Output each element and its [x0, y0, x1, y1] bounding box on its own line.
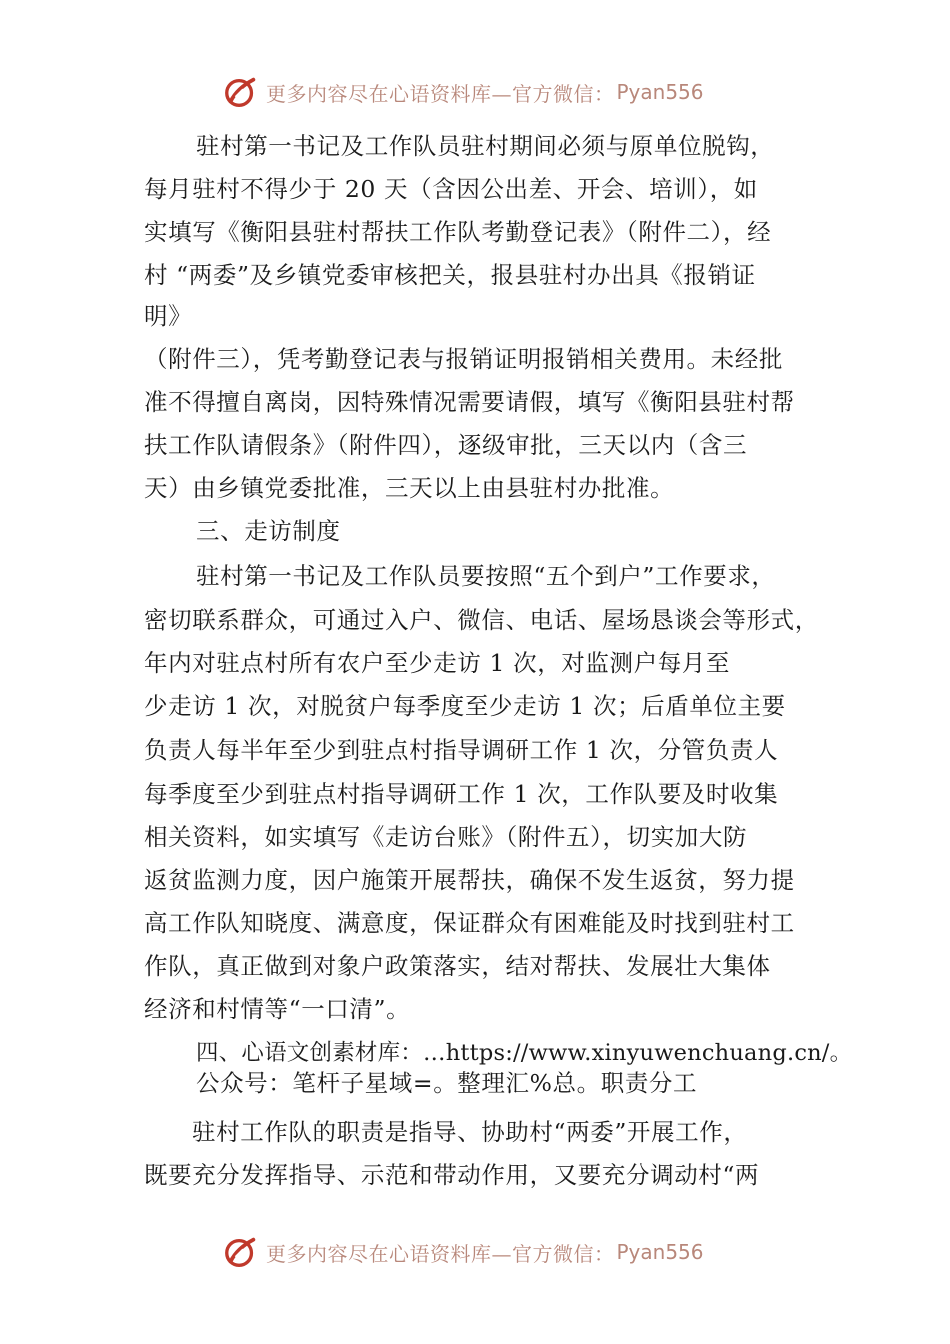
paragraph-line: 高工作队知晓度、满意度，保证群众有困难能及时找到驻村工 — [144, 909, 795, 937]
watermark-text: 更多内容尽在心语资料库—官方微信： — [266, 81, 615, 106]
paragraph-line: 驻村工作队的职责是指导、协助村“两委”开展工作， — [192, 1118, 748, 1146]
paragraph-line: 年内对驻点村所有农户至少走访 1 次，对监测户每月至 — [144, 649, 730, 677]
section-heading: 四、心语文创素材库：…https://www.xinyuwenchuang.cn/。 — [196, 1040, 853, 1066]
paragraph-line: 实填写《衡阳县驻村帮扶工作队考勤登记表》（附件二），经 — [144, 218, 772, 246]
paragraph-line: 扶工作队请假条》（附件四），逐级审批，三天以内（含三 — [144, 431, 748, 459]
paragraph-line: 作队，真正做到对象户政策落实，结对帮扶、发展壮大集体 — [144, 952, 771, 980]
paragraph-line: 天）由乡镇党委批准，三天以上由县驻村办批准。 — [144, 474, 675, 502]
paragraph-line: （附件三），凭考勤登记表与报销证明报销相关费用。未经批 — [144, 345, 783, 373]
paragraph-line: 驻村第一书记及工作队员驻村期间必须与原单位脱钩， — [196, 132, 775, 160]
paragraph-line: 相关资料，如实填写《走访台账》（附件五），切实加大防 — [144, 823, 748, 851]
brush-logo-icon — [222, 1233, 260, 1271]
paragraph-line: 公众号：笔杆子星域=。整理汇%总。职责分工 — [196, 1069, 698, 1097]
watermark-banner-top — [222, 72, 704, 112]
paragraph-line: 村 “两委”及乡镇党委审核把关，报县驻村办出具《报销证 — [144, 261, 756, 289]
watermark-banner-bottom — [222, 1232, 704, 1272]
paragraph-line: 准不得擅自离岗，因特殊情况需要请假，填写《衡阳县驻村帮 — [144, 388, 795, 416]
paragraph-line: 负责人每半年至少到驻点村指导调研工作 1 次，分管负责人 — [144, 736, 779, 764]
paragraph-line: 密切联系群众，可通过入户、微信、电话、屋场恳谈会等形式， — [144, 606, 819, 634]
watermark-wechat-id: Pyan556 — [616, 1240, 704, 1264]
brush-logo-icon — [222, 73, 260, 111]
paragraph-line: 驻村第一书记及工作队员要按照“五个到户”工作要求， — [196, 562, 776, 590]
paragraph-line: 明》 — [144, 302, 193, 330]
watermark-text: 更多内容尽在心语资料库—官方微信： — [266, 1241, 615, 1266]
paragraph-line: 每季度至少到驻点村指导调研工作 1 次，工作队要及时收集 — [144, 780, 779, 808]
paragraph-line: 经济和村情等“一口清”。 — [144, 995, 411, 1023]
paragraph-line: 返贫监测力度，因户施策开展帮扶，确保不发生返贫，努力提 — [144, 866, 795, 894]
section-heading: 三、走访制度 — [196, 517, 341, 545]
watermark-wechat-id: Pyan556 — [616, 80, 704, 104]
paragraph-line: 少走访 1 次，对脱贫户每季度至少走访 1 次；后盾单位主要 — [144, 692, 786, 720]
paragraph-line: 既要充分发挥指导、示范和带动作用，又要充分调动村“两 — [144, 1161, 760, 1189]
paragraph-line: 每月驻村不得少于 20 天（含因公出差、开会、培训），如 — [144, 175, 758, 203]
